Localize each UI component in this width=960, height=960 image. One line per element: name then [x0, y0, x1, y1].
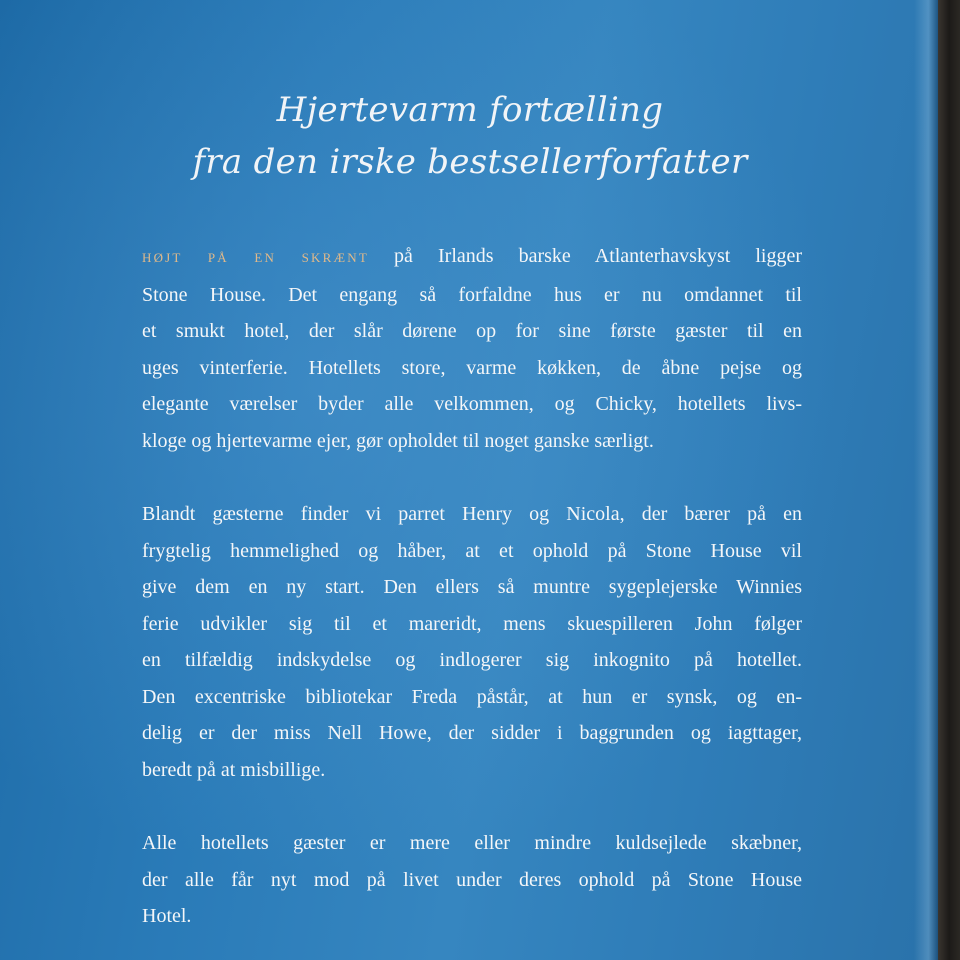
text-line: Hotel.	[142, 905, 192, 927]
text-line: en tilfældig indskydelse og indlogerer sig inkognito på hotellet.	[142, 649, 802, 671]
text-line	[142, 238, 802, 277]
headline-line-2: fra den irske bestsellerforfatter	[192, 142, 748, 182]
text-line: beredt på at misbillige.	[142, 758, 326, 781]
blurb-paragraph-3	[142, 825, 802, 935]
book-spine-edge	[938, 0, 960, 960]
blurb-paragraph-2	[142, 496, 802, 788]
text-line: Den excentriske bibliotekar Freda påstår, at hun er synsk, og en-	[142, 685, 802, 708]
text-line: Alle hotellets gæster er mere eller mindre kuldsejlede skæbner,	[142, 832, 802, 854]
text-line: elegante værelser byder alle velkommen, og Chicky, hotellets livs-	[142, 393, 802, 415]
text-line: et smukt hotel, der slår dørene op for sine første gæster til en	[142, 320, 802, 342]
lead-in-small-caps: HØJT PÅ EN SKRÆNT	[142, 250, 369, 265]
text-line: uges vinterferie. Hotellets store, varme køkken, de åbne pejse og	[142, 356, 802, 379]
text-line: Stone House. Det engang så forfaldne hus er nu omdannet til	[142, 283, 802, 306]
headline	[140, 84, 800, 188]
blurb-text	[142, 238, 802, 960]
blurb-paragraph-1	[142, 238, 802, 459]
text-line: delig er der miss Nell Howe, der sidder i baggrunden og iagttager,	[142, 722, 802, 744]
text-line-rest: på Irlands barske Atlanterhavskyst ligger	[369, 245, 802, 267]
text-line: give dem en ny start. Den ellers så muntre sygeplejerske Winnies	[142, 576, 802, 598]
text-line: frygtelig hemmelighed og håber, at et ophold på Stone House vil	[142, 539, 802, 562]
text-line: ferie udvikler sig til et mareridt, mens skuespilleren John følger	[142, 612, 802, 635]
text-line: kloge og hjertevarme ejer, gør opholdet til noget ganske særligt.	[142, 429, 654, 452]
headline-line-1: Hjertevarm fortælling	[276, 90, 664, 130]
text-line: der alle får nyt mod på livet under deres ophold på Stone House	[142, 868, 802, 891]
text-line: Blandt gæsterne finder vi parret Henry og Nicola, der bærer på en	[142, 503, 802, 525]
